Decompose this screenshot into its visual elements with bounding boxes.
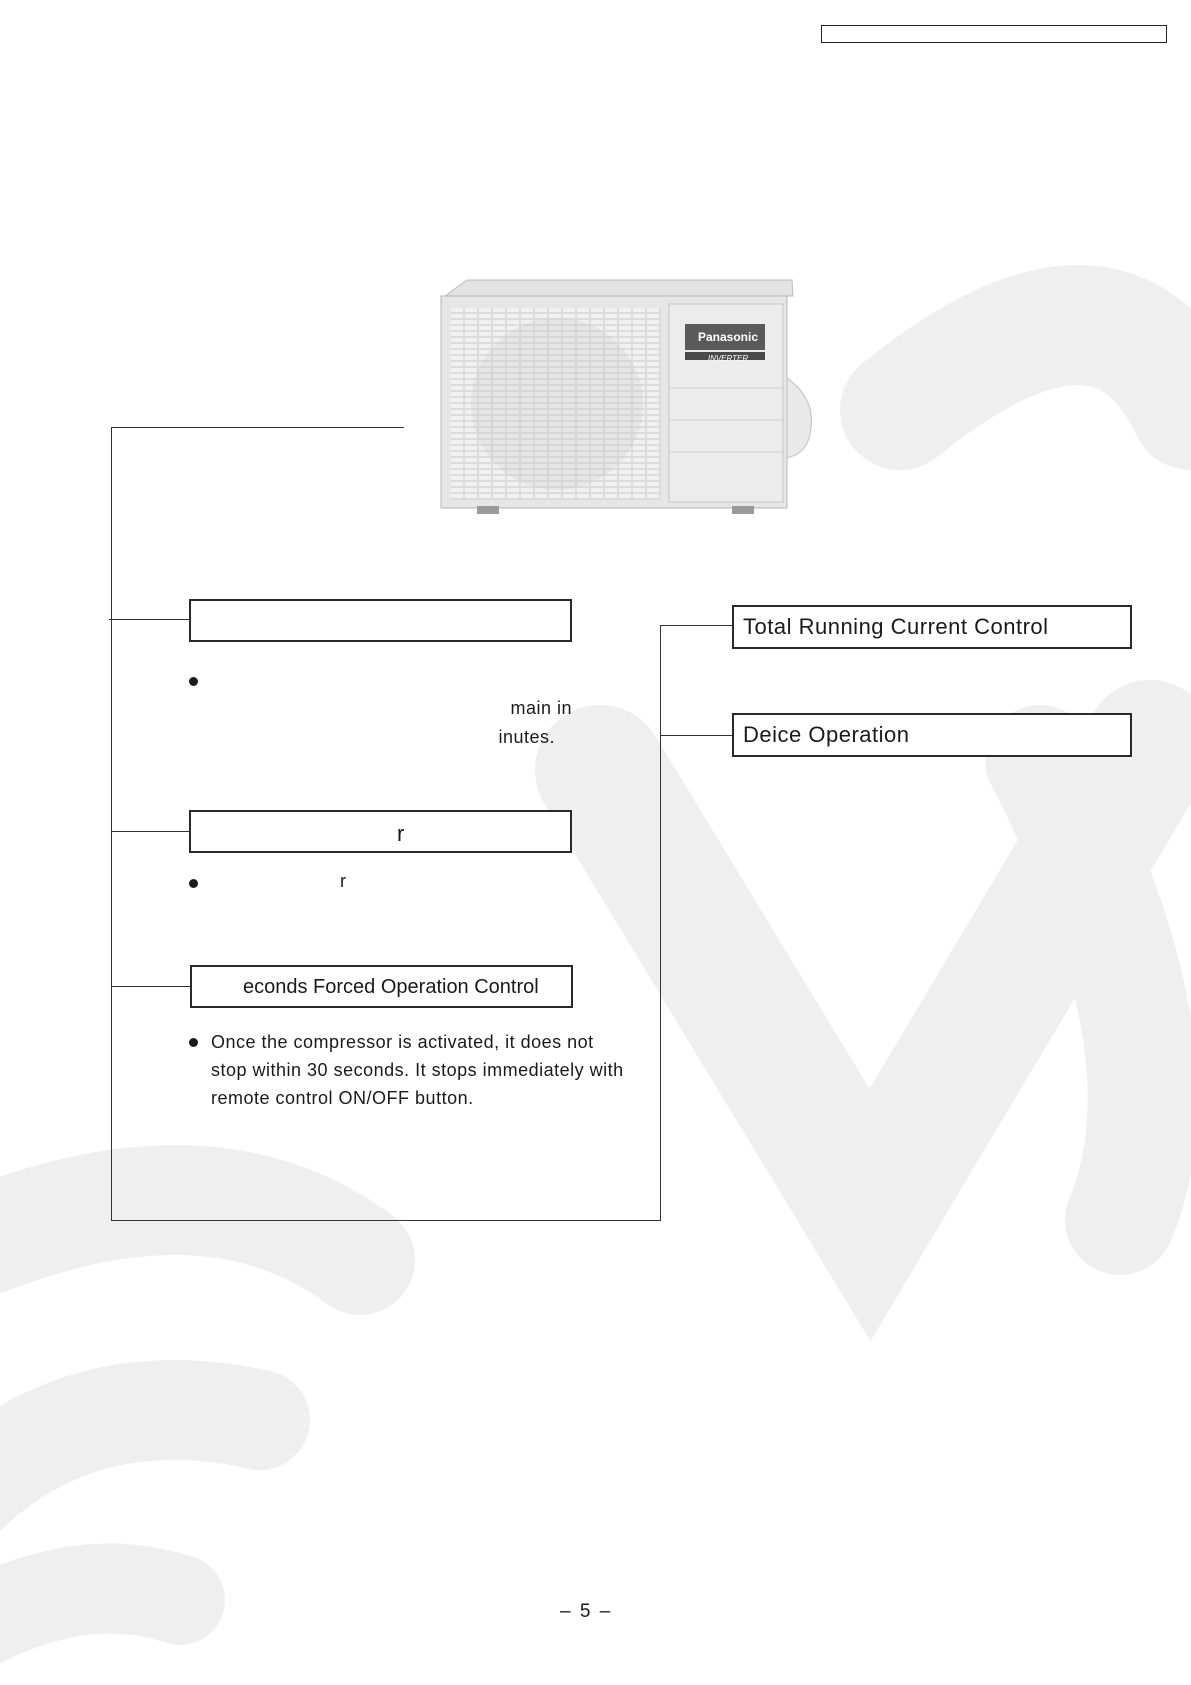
connector-right-vertical [660,625,661,1221]
connector-box2 [111,831,189,832]
page-number: – 5 – [560,1601,613,1622]
left-box-3 [190,965,573,1008]
left-box-1 [189,599,572,642]
connector-box1 [109,619,189,620]
bullet-dot [189,879,198,888]
left-box-3-line-2: stop within 30 seconds. It stops immediately with [211,1060,624,1080]
connector-right-box1 [660,625,732,626]
left-box-2-line-1: r [340,871,347,891]
left-box-3-line-1: Once the compressor is activated, it does not [211,1032,594,1052]
unit-brand-label: Panasonic [697,330,759,344]
left-box-1-line-2: inutes. [498,727,555,747]
connector-top-line [111,427,404,428]
left-box-1-line-1: main in [510,698,572,718]
bullet-dot [189,677,198,686]
header-box [821,25,1167,43]
right-box-2 [732,713,1132,757]
outdoor-unit-photo-icon [437,278,817,528]
connector-left-vertical [111,427,112,1221]
connector-bottom-line [111,1220,661,1221]
left-box-3-paragraph [211,1028,624,1112]
unit-badge-label: INVERTER [707,354,749,363]
bullet-dot [189,1038,198,1047]
connector-box3 [111,986,191,987]
left-box-3-title: econds Forced Operation Control [243,976,539,998]
right-box-2-title: Deice Operation [743,722,910,747]
connector-right-box2 [660,735,732,736]
left-box-3-line-3: remote control ON/OFF button. [211,1088,474,1108]
right-box-1-title: Total Running Current Control [743,614,1049,639]
right-box-1 [732,605,1132,649]
left-box-2-title: r [397,821,405,846]
left-box-2 [189,810,572,853]
